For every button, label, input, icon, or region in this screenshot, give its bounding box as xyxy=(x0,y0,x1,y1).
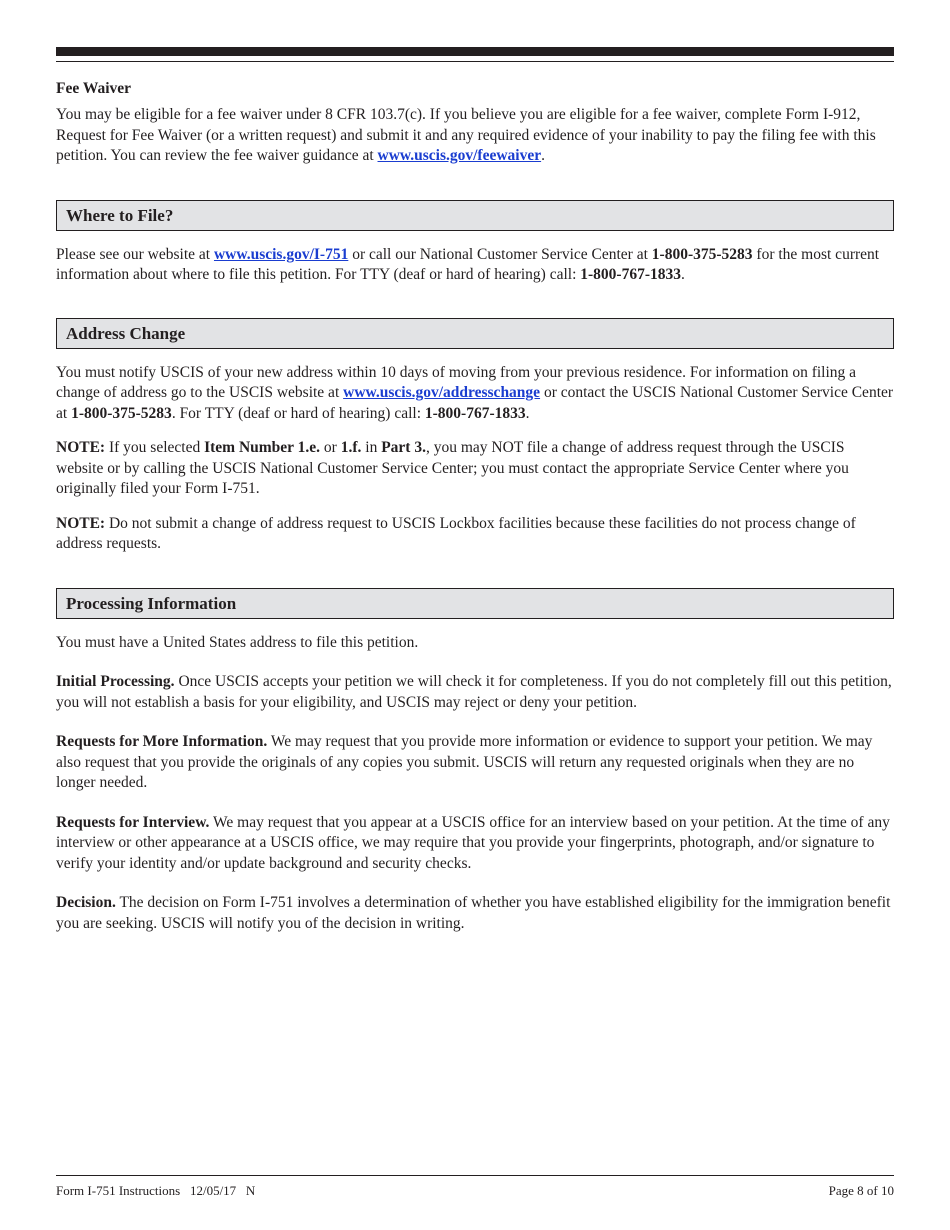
initial-processing-paragraph: Initial Processing. Once USCIS accepts your petition we will check it for completeness. If you do not completely fill out this petition, you will not establish a basis for your eligibility, and USCIS may reject or deny your petition. xyxy=(56,673,892,711)
footer-page-number: Page 8 of 10 xyxy=(828,1183,894,1198)
processing-information-heading: Processing Information xyxy=(56,588,894,619)
address-change-paragraph: You must notify USCIS of your new address within 10 days of moving from your previous residence. For information on filing a change of address go to the USCIS website at www.uscis.gov/addresschange or contact the USCIS National Customer Service Center at 1-800-375-5283. For TTY (deaf or hard of hearing) call: 1-800-767-1833. xyxy=(56,363,894,422)
more-information-paragraph: Requests for More Information. We may request that you provide more information or evidence to support your petition. We may also request that you provide the originals of any copies you submit. USCIS will return any requested originals when they are no longer needed. xyxy=(56,733,873,791)
tty-number: 1-800-767-1833 xyxy=(580,266,682,283)
interview-paragraph: Requests for Interview. We may request that you appear at a USCIS office for an interview based on your petition. At the time of any interview or other appearance at a USCIS office, we may require that you provide your fingerprints, photograph, and/or signature to verify your identity and/or update background and security checks. xyxy=(56,813,890,872)
fee-waiver-heading: Fee Waiver xyxy=(56,80,132,97)
fee-waiver-link[interactable]: www.uscis.gov/feewaiver xyxy=(377,147,542,164)
processing-intro: You must have a United States address to file this petition. xyxy=(56,633,419,651)
footer-form-info: Form I-751 Instructions 12/05/17 N xyxy=(56,1183,256,1198)
where-to-file-paragraph: Please see our website at www.uscis.gov/I-751 or call our National Customer Service Center at 1-800-375-5283 for the most current information about where to file this petition. For TTY (deaf or hard of hearing) call: 1-800-767-1833. xyxy=(56,245,880,283)
tty-number: 1-800-767-1833 xyxy=(424,404,526,422)
phone-number: 1-800-375-5283 xyxy=(651,245,753,263)
where-to-file-heading: Where to File? xyxy=(56,200,894,231)
decision-paragraph: Decision. The decision on Form I-751 involves a determination of whether you have established eligibility for the immigration benefit you are seeking. USCIS will notify you of the decision in writing. xyxy=(56,894,891,932)
page-content xyxy=(56,78,894,934)
address-change-note-1: NOTE: If you selected Item Number 1.e. or 1.f. in Part 3., you may NOT file a change of address request through the USCIS website or by calling the USCIS National Customer Service Center; you must contact the appropriate Service Center where you originally filed your Form I-751. xyxy=(56,439,849,497)
address-change-heading: Address Change xyxy=(56,318,894,349)
i751-link[interactable]: www.uscis.gov/I-751 xyxy=(213,245,349,263)
address-change-link[interactable]: www.uscis.gov/addresschange xyxy=(343,384,541,401)
footer-rule xyxy=(56,1175,894,1176)
fee-waiver-paragraph: You may be eligible for a fee waiver under 8 CFR 103.7(c). If you believe you are eligible for a fee waiver, complete Form I-912, Request for Fee Waiver (or a written request) and submit it and any required evidence of your inability to pay the filing fee with this petition. You can review the fee waiver guidance at www.uscis.gov/feewaiver. xyxy=(56,106,876,164)
header-thin-rule xyxy=(56,61,894,62)
address-change-note-2: NOTE: Do not submit a change of address request to USCIS Lockbox facilities because these facilities do not process change of address requests. xyxy=(56,514,856,552)
phone-number: 1-800-375-5283 xyxy=(71,404,172,422)
header-thick-rule xyxy=(56,47,894,56)
